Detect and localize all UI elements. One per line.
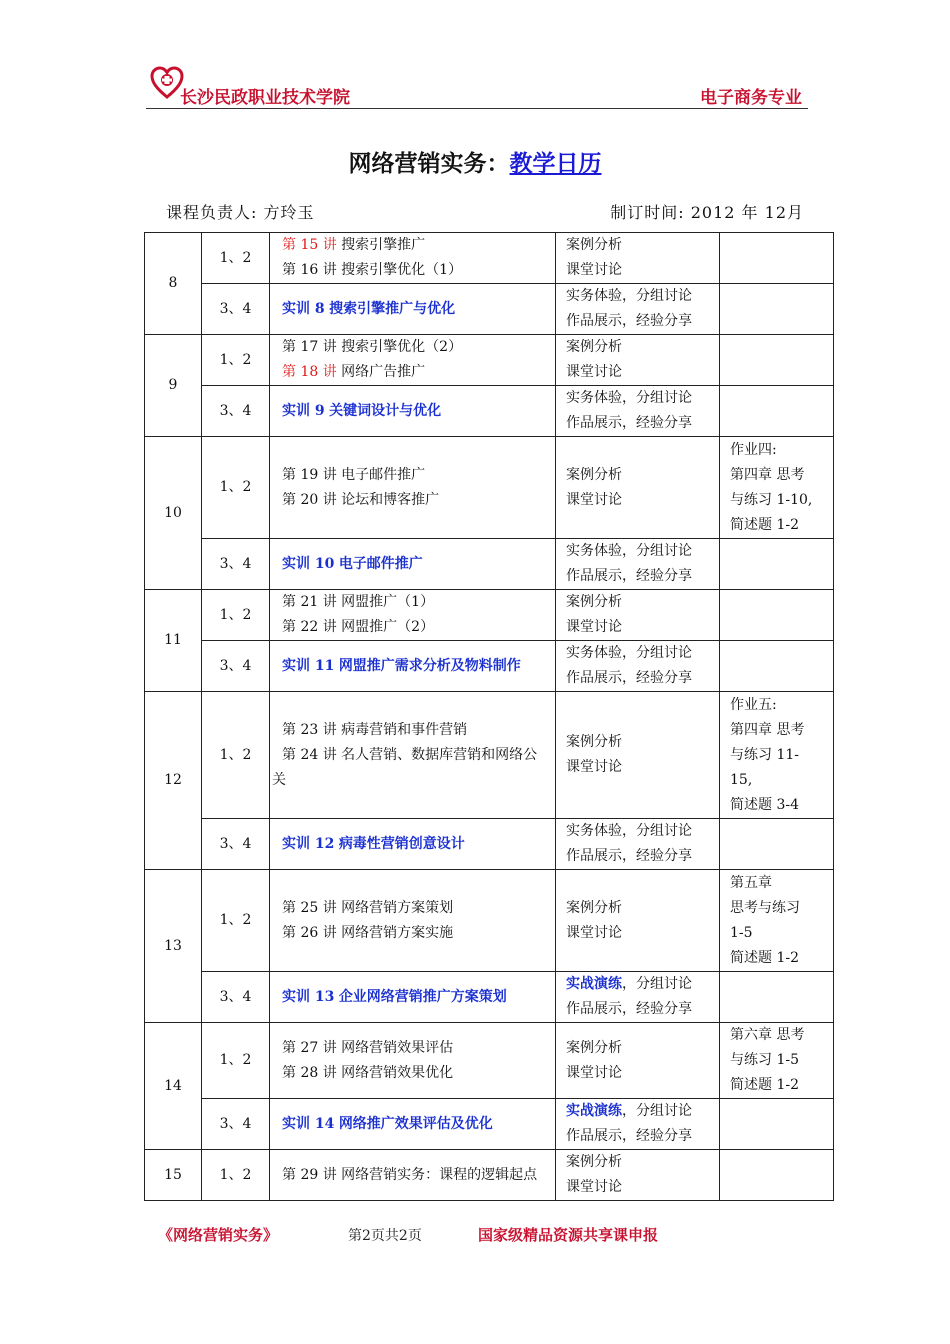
revision-date: 制订时间: 2012 年 12月 [610, 203, 804, 222]
lecture-title: 网络营销实务：课程的逻辑起点 [341, 1166, 538, 1183]
method-line: 作品展示，经验分享 [566, 415, 692, 431]
lecture-title: 企业网络营销推广方案策划 [338, 988, 507, 1005]
method-line: 实战演练，分组讨论 [566, 1103, 692, 1119]
lecture-title: 病毒性营销创意设计 [338, 835, 465, 852]
table-row [145, 233, 834, 284]
lecture-cell [270, 539, 556, 590]
method-line: 课堂讨论 [566, 1064, 622, 1081]
school-logo-icon [150, 66, 184, 100]
lecture-number: 第 21 讲 [282, 594, 337, 610]
lecture-title: 搜索引擎优化（1） [341, 262, 463, 278]
method-cell [556, 386, 720, 437]
school-name: 长沙民政职业技术学院 [180, 88, 350, 108]
method-line: 课堂讨论 [566, 262, 622, 278]
table-row [145, 819, 834, 870]
method-line: 实战演练，分组讨论 [566, 976, 692, 992]
homework-line: 与练习 1-5 [730, 1052, 799, 1068]
lecture-item [272, 1163, 551, 1188]
method-line: 实务体验，分组讨论 [566, 645, 692, 661]
lecture-cell [270, 641, 556, 692]
lecture-number: 实训 13 [282, 988, 335, 1005]
method-line: 案例分析 [566, 1039, 622, 1056]
lecture-item [282, 832, 551, 857]
footer-page-number: 第2页共2页 [348, 1228, 422, 1244]
method-cell [556, 233, 720, 284]
table-row [145, 870, 834, 972]
lecture-cell [270, 437, 556, 539]
session-cell: 3、4 [202, 284, 270, 335]
homework-line: 第六章 思考 [730, 1027, 805, 1043]
table-row [145, 692, 834, 819]
week-number: 13 [145, 870, 202, 1023]
lecture-item [282, 590, 551, 615]
lecture-number: 第 18 讲 [282, 364, 337, 380]
method-highlight: 实战演练 [566, 1103, 622, 1119]
table-row [145, 284, 834, 335]
lecture-cell [270, 284, 556, 335]
lecture-item [282, 718, 551, 743]
method-line: 案例分析 [566, 594, 622, 610]
method-line: 课堂讨论 [566, 491, 622, 508]
lecture-cell [270, 386, 556, 437]
lecture-item [282, 552, 551, 577]
lecture-number: 第 19 讲 [282, 466, 337, 483]
lecture-item [282, 233, 551, 258]
lecture-item [282, 463, 551, 488]
lecture-title: 网盟推广（1） [341, 594, 435, 610]
homework-cell [720, 692, 834, 819]
session-cell: 1、2 [202, 437, 270, 539]
footer-project: 国家级精品资源共享课申报 [478, 1226, 659, 1244]
table-row [145, 1023, 834, 1099]
homework-cell [720, 1099, 834, 1150]
session-cell: 3、4 [202, 641, 270, 692]
homework-cell [720, 1023, 834, 1099]
lecture-number: 第 28 讲 [282, 1064, 337, 1081]
method-line: 案例分析 [566, 339, 622, 355]
method-line: 实务体验，分组讨论 [566, 823, 692, 839]
method-line: 案例分析 [566, 899, 622, 916]
method-highlight: 实战演练 [566, 976, 622, 992]
week-number: 10 [145, 437, 202, 590]
lecture-number: 第 20 讲 [282, 491, 337, 508]
homework-line: 1-5 [730, 924, 753, 941]
homework-line: 作业四: [730, 441, 777, 458]
homework-line: 第四章 思考 [730, 721, 805, 738]
method-line: 课堂讨论 [566, 364, 622, 380]
footer-course-name: 《网络营销实务》 [158, 1226, 279, 1244]
lecture-item [282, 258, 551, 283]
lecture-cell [270, 1099, 556, 1150]
lecture-item [282, 1036, 551, 1061]
table-row [145, 1150, 834, 1201]
session-cell: 1、2 [202, 590, 270, 641]
lecture-number: 第 26 讲 [282, 924, 337, 941]
method-line: 作品展示，经验分享 [566, 670, 692, 686]
table-row [145, 1099, 834, 1150]
lecture-title: 网络广告推广 [341, 364, 426, 380]
lecture-item [282, 896, 551, 921]
session-cell: 3、4 [202, 1099, 270, 1150]
lecture-item [282, 399, 551, 424]
lecture-title: 关键词设计与优化 [329, 402, 442, 419]
lecture-item [272, 743, 551, 793]
homework-cell [720, 590, 834, 641]
homework-line: 第五章 [730, 874, 772, 891]
lecture-item [282, 615, 551, 640]
method-cell [556, 1023, 720, 1099]
homework-cell [720, 819, 834, 870]
lecture-title: 搜索引擎优化（2） [341, 339, 463, 355]
lecture-number: 第 22 讲 [282, 619, 337, 635]
lecture-item [282, 297, 551, 322]
lecture-item [282, 921, 551, 946]
session-cell: 1、2 [202, 1150, 270, 1201]
method-line: 作品展示，经验分享 [566, 568, 692, 584]
week-number: 9 [145, 335, 202, 437]
lecture-title: 电子邮件推广 [341, 466, 426, 483]
method-line: 实务体验，分组讨论 [566, 390, 692, 406]
method-line: 案例分析 [566, 734, 622, 750]
method-cell [556, 539, 720, 590]
session-cell: 1、2 [202, 1023, 270, 1099]
session-cell: 1、2 [202, 335, 270, 386]
table-row [145, 539, 834, 590]
lecture-cell [270, 590, 556, 641]
lecture-number: 第 17 讲 [282, 339, 337, 355]
lecture-number: 第 15 讲 [282, 237, 337, 253]
homework-cell [720, 870, 834, 972]
week-number: 15 [145, 1150, 202, 1201]
homework-line: 作业五: [730, 696, 777, 713]
method-cell [556, 1099, 720, 1150]
method-line: 课堂讨论 [566, 1179, 622, 1195]
week-number: 14 [145, 1023, 202, 1150]
method-line: 案例分析 [566, 1154, 622, 1170]
homework-line: 与练习 11- [730, 746, 799, 763]
lecture-title: 搜索引擎推广与优化 [329, 300, 456, 317]
lecture-number: 第 27 讲 [282, 1039, 337, 1056]
method-line: 案例分析 [566, 466, 622, 483]
method-cell [556, 335, 720, 386]
major-name: 电子商务专业 [700, 88, 802, 108]
method-line: 课堂讨论 [566, 759, 622, 775]
page-header [146, 66, 808, 109]
method-line: 案例分析 [566, 237, 622, 253]
lecture-cell [270, 972, 556, 1023]
lecture-item [282, 360, 551, 385]
lecture-title: 电子邮件推广 [338, 555, 423, 572]
lecture-title: 网盟推广需求分析及物料制作 [338, 657, 521, 674]
homework-line: 简述题 1-2 [730, 1077, 799, 1093]
homework-line: 简述题 1-2 [730, 516, 799, 533]
homework-line: 与练习 1-10, [730, 491, 813, 508]
course-owner: 课程负责人: 方玲玉 [166, 203, 315, 222]
lecture-cell [270, 233, 556, 284]
homework-cell [720, 233, 834, 284]
lecture-title: 名人营销、数据库营销和网络公关 [272, 746, 538, 788]
week-number: 12 [145, 692, 202, 870]
method-cell [556, 972, 720, 1023]
homework-cell [720, 284, 834, 335]
homework-cell [720, 437, 834, 539]
method-cell [556, 1150, 720, 1201]
homework-line: 第四章 思考 [730, 466, 805, 483]
teaching-calendar-table [144, 232, 834, 1201]
lecture-number: 实训 9 [282, 402, 325, 419]
week-number: 8 [145, 233, 202, 335]
table-row [145, 386, 834, 437]
lecture-number: 第 29 讲 [282, 1166, 337, 1183]
method-line: 作品展示，经验分享 [566, 313, 692, 329]
lecture-title: 网络推广效果评估及优化 [338, 1115, 493, 1132]
lecture-number: 第 25 讲 [282, 899, 337, 916]
method-cell [556, 870, 720, 972]
lecture-title: 网络营销效果优化 [341, 1064, 454, 1081]
method-cell [556, 819, 720, 870]
page-footer [158, 1224, 798, 1244]
session-cell: 1、2 [202, 870, 270, 972]
title-link[interactable]: 教学日历 [509, 151, 602, 177]
table-row [145, 437, 834, 539]
lecture-number: 实训 12 [282, 835, 335, 852]
homework-cell [720, 972, 834, 1023]
table-row [145, 590, 834, 641]
lecture-number: 实训 8 [282, 300, 325, 317]
homework-cell [720, 539, 834, 590]
method-line: 作品展示，经验分享 [566, 1128, 692, 1144]
lecture-item [282, 335, 551, 360]
lecture-item [282, 985, 551, 1010]
lecture-number: 实训 10 [282, 555, 335, 572]
lecture-cell [270, 692, 556, 819]
homework-cell [720, 641, 834, 692]
lecture-item [282, 1112, 551, 1137]
method-cell [556, 641, 720, 692]
session-cell: 3、4 [202, 972, 270, 1023]
lecture-title: 网络营销效果评估 [341, 1039, 454, 1056]
lecture-cell [270, 870, 556, 972]
week-number: 11 [145, 590, 202, 692]
lecture-title: 网络营销方案实施 [341, 924, 454, 941]
session-cell: 3、4 [202, 386, 270, 437]
homework-line: 简述题 3-4 [730, 796, 799, 813]
lecture-title: 网盟推广（2） [341, 619, 435, 635]
lecture-number: 第 23 讲 [282, 721, 337, 738]
lecture-number: 实训 14 [282, 1115, 335, 1132]
homework-line: 思考与练习 [730, 899, 800, 916]
lecture-number: 第 24 讲 [282, 746, 337, 763]
homework-line: 简述题 1-2 [730, 949, 799, 966]
lecture-title: 网络营销方案策划 [341, 899, 454, 916]
method-cell [556, 437, 720, 539]
page-title [0, 145, 950, 178]
session-cell: 3、4 [202, 819, 270, 870]
lecture-item [282, 488, 551, 513]
table-row [145, 335, 834, 386]
homework-cell [720, 386, 834, 437]
title-main: 网络营销实务： [348, 151, 510, 177]
lecture-cell [270, 335, 556, 386]
lecture-item [272, 654, 551, 679]
method-cell [556, 590, 720, 641]
session-cell: 1、2 [202, 233, 270, 284]
method-line: 实务体验，分组讨论 [566, 288, 692, 304]
lecture-title: 搜索引擎推广 [341, 237, 426, 253]
lecture-cell [270, 1023, 556, 1099]
lecture-number: 实训 11 [282, 657, 335, 674]
method-line: 实务体验，分组讨论 [566, 543, 692, 559]
lecture-cell [270, 1150, 556, 1201]
session-cell: 3、4 [202, 539, 270, 590]
method-cell [556, 284, 720, 335]
method-line: 课堂讨论 [566, 619, 622, 635]
lecture-cell [270, 819, 556, 870]
table-row [145, 972, 834, 1023]
lecture-number: 第 16 讲 [282, 262, 337, 278]
session-cell: 1、2 [202, 692, 270, 819]
method-line: 作品展示，经验分享 [566, 1001, 692, 1017]
homework-line: 15, [730, 771, 753, 788]
method-cell [556, 692, 720, 819]
homework-cell [720, 1150, 834, 1201]
lecture-item [282, 1061, 551, 1086]
lecture-title: 病毒营销和事件营销 [341, 721, 468, 738]
lecture-title: 论坛和博客推广 [341, 491, 440, 508]
method-line: 作品展示，经验分享 [566, 848, 692, 864]
method-line: 课堂讨论 [566, 924, 622, 941]
homework-cell [720, 335, 834, 386]
table-row [145, 641, 834, 692]
